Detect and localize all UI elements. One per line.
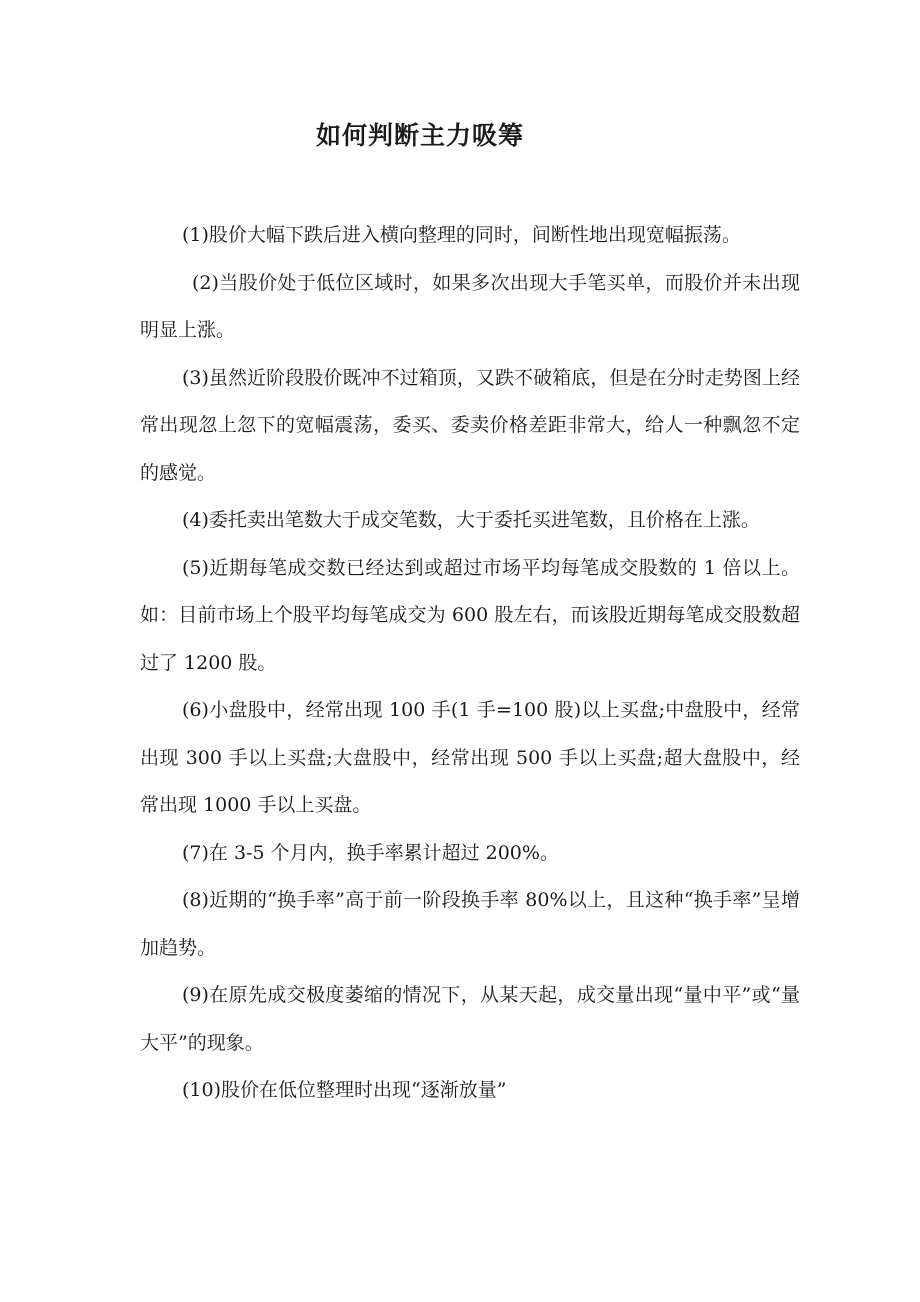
paragraph-8: (8)近期的“换手率”高于前一阶段换手率 80%以上，且这种“换手率”呈增加趋势。 (140, 889, 800, 959)
paragraph-10: (10)股价在低位整理时出现“逐渐放量” (182, 1079, 507, 1101)
paragraph-7: (7)在 3-5 个月内，换手率累计超过 200%。 (182, 841, 559, 864)
paragraph-4: (4)委托卖出笔数大于成交笔数，大于委托买进笔数，且价格在上涨。 (182, 509, 760, 531)
paragraph-2: (2)当股价处于低位区域时，如果多次出现大手笔买单，而股价并未出现明显上涨。 (140, 271, 800, 341)
paragraph-9: (9)在原先成交极度萎缩的情况下，从某天起，成交量出现“量中平”或“量大平”的现象。 (140, 984, 800, 1054)
paragraph-1: (1)股价大幅下跌后进入横向整理的同时，间断性地出现宽幅振荡。 (182, 224, 741, 246)
document-title: 如何判断主力吸筹 (315, 121, 524, 150)
paragraph-3: (3)虽然近阶段股价既冲不过箱顶，又跌不破箱底，但是在分时走势图上经常出现忽上忽下的宽幅震荡，委买、委卖价格差距非常大，给人一种飘忽不定的感觉。 (140, 366, 800, 484)
paragraph-5: (5)近期每笔成交数已经达到或超过市场平均每笔成交股数的 1 倍以上。如：目前市场上个股平均每笔成交为 600 股左右，而该股近期每笔成交股数超过了 1200 股。 (140, 556, 800, 674)
paragraph-6: (6)小盘股中，经常出现 100 手(1 手=100 股)以上买盘;中盘股中，经常出现 300 手以上买盘;大盘股中，经常出现 500 手以上买盘;超大盘股中，经常出现 1000 手以上买盘。 (140, 699, 800, 816)
document-body (140, 212, 800, 1115)
